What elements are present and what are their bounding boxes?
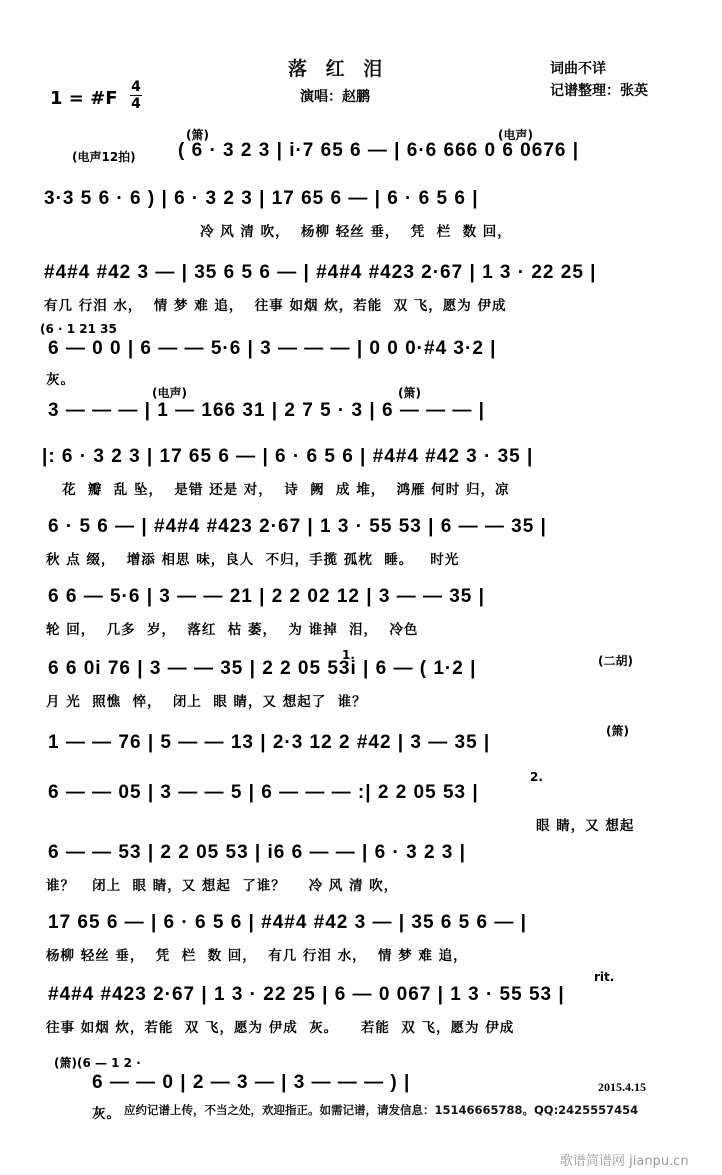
time-signature <box>130 80 142 111</box>
lyricist-credit: 词曲不详 <box>550 61 606 77</box>
date-stamp: 2015.4.15 <box>598 1080 646 1094</box>
notation-row: |: 6 · 3 2 3 | 17 65 6 — | 6 · 6 5 6 | #4#4 #42 3 · 35 | <box>42 446 534 467</box>
notation-row: #4#4 #42 3 — | 35 6 5 6 — | #4#4 #423 2·67 | 1 3 · 22 25 | <box>44 262 597 283</box>
row-mark: (6 · 1 21 35 <box>40 322 117 336</box>
lyric-row: 月 光 照憔 悴， 闭上 眼 睛，又 想起了 谁？ <box>46 694 367 710</box>
lyric-row: 灰。 <box>46 372 75 388</box>
row-mark: (箫) <box>186 128 209 142</box>
notation-row: #4#4 #423 2·67 | 1 3 · 22 25 | 6 — 0 067 | 1 3 · 55 53 | <box>48 984 565 1005</box>
row-mark: (电声12拍) <box>72 150 136 164</box>
row-mark: (箫) <box>606 724 629 738</box>
notation-row: ( 6 · 3 2 3 | i·7 65 6 — | 6·6 666 0 6 0676 | <box>178 140 580 161</box>
lyric-row: 花 瓣 乱 坠， 是错 还是 对， 诗 阙 成 堆， 鸿雁 何时 归，凉 <box>62 482 510 498</box>
singer-credit: 演唱：赵鹏 <box>300 89 370 105</box>
notation-row: 6 — — 53 | 2 2 05 53 | i6 6 — — | 6 · 3 2 3 | <box>48 842 466 863</box>
row-mark: (箫) <box>398 386 421 400</box>
ritardando-mark: rit. <box>594 970 615 984</box>
notation-row: 3·3 5 6 · 6 ) | 6 · 3 2 3 | 17 65 6 — | 6 · 6 5 6 | <box>44 188 479 209</box>
notation-row: 6 6 0i 76 | 3 — — 35 | 2 2 05 53i | 6 — ( 1·2 | <box>48 658 477 679</box>
song-title: 落 红 泪 <box>288 58 389 80</box>
lyric-row: 眼 睛，又 想起 <box>536 818 635 834</box>
notation-row: 6 6 — 5·6 | 3 — — 21 | 2 2 02 12 | 3 — — 35 | <box>48 586 485 607</box>
notation-row: 6 — 0 0 | 6 — — 5·6 | 3 — — — | 0 0 0·#4 3·2 | <box>48 338 497 359</box>
lyric-row: 秋 点 缀， 增添 相思 味，良人 不归，手揽 孤枕 睡。 时光 <box>46 552 460 568</box>
time-denominator: 4 <box>131 96 141 112</box>
key-signature: 1 = #F <box>50 88 118 109</box>
footer-note: 应约记谱上传，不当之处，欢迎指正。如需记谱，请发信息：15146665788。QQ:2425557454 <box>124 1103 639 1117</box>
volta-1-mark: 1. <box>342 648 355 662</box>
notation-row: 3 — — — | 1 — 166 31 | 2 7 5 · 3 | 6 — — — | <box>48 400 485 421</box>
row-mark: (电声) <box>498 128 533 142</box>
notation-row: 17 65 6 — | 6 · 6 5 6 | #4#4 #42 3 — | 35 6 5 6 — | <box>48 912 527 933</box>
lyric-row: 杨柳 轻丝 垂， 凭 栏 数 回， 有几 行泪 水， 情 梦 难 追， <box>46 948 468 964</box>
lyric-row: 谁？ 闭上 眼 睛，又 想起 了谁？ 冷 风 清 吹， <box>46 878 399 894</box>
volta-2-mark: 2. <box>530 770 543 784</box>
row-mark: (二胡) <box>598 654 633 668</box>
arranger-credit: 记谱整理：张英 <box>550 83 648 99</box>
row-mark: (电声) <box>152 386 187 400</box>
lyric-row: 轮 回， 几多 岁， 落红 枯 萎， 为 谁掉 泪， 冷色 <box>46 622 419 638</box>
notation-row: 1 — — 76 | 5 — — 13 | 2·3 12 2 #42 | 3 — 35 | <box>48 732 491 753</box>
row-mark: (箫)(6 — 1 2 · <box>54 1056 141 1070</box>
lyric-row: 灰。 <box>92 1106 121 1122</box>
notation-row: 6 — — 05 | 3 — — 5 | 6 — — — :| 2 2 05 53 | <box>48 782 479 803</box>
time-numerator: 4 <box>131 79 141 95</box>
lyric-row: 往事 如烟 炊，若能 双 飞，愿为 伊成 灰。 若能 双 飞，愿为 伊成 <box>46 1020 515 1036</box>
lyric-row: 有几 行泪 水， 情 梦 难 追， 往事 如烟 炊，若能 双 飞，愿为 伊成 <box>44 298 507 314</box>
notation-row: 6 — — 0 | 2 — 3 — | 3 — — — ) | <box>92 1072 411 1093</box>
watermark: 歌谱简谱网 jianpu.cn <box>560 1154 689 1169</box>
notation-row: 6 · 5 6 — | #4#4 #423 2·67 | 1 3 · 55 53 | 6 — — 35 | <box>48 516 547 537</box>
lyric-row: 冷 风 清 吹， 杨柳 轻丝 垂， 凭 栏 数 回， <box>200 224 512 240</box>
